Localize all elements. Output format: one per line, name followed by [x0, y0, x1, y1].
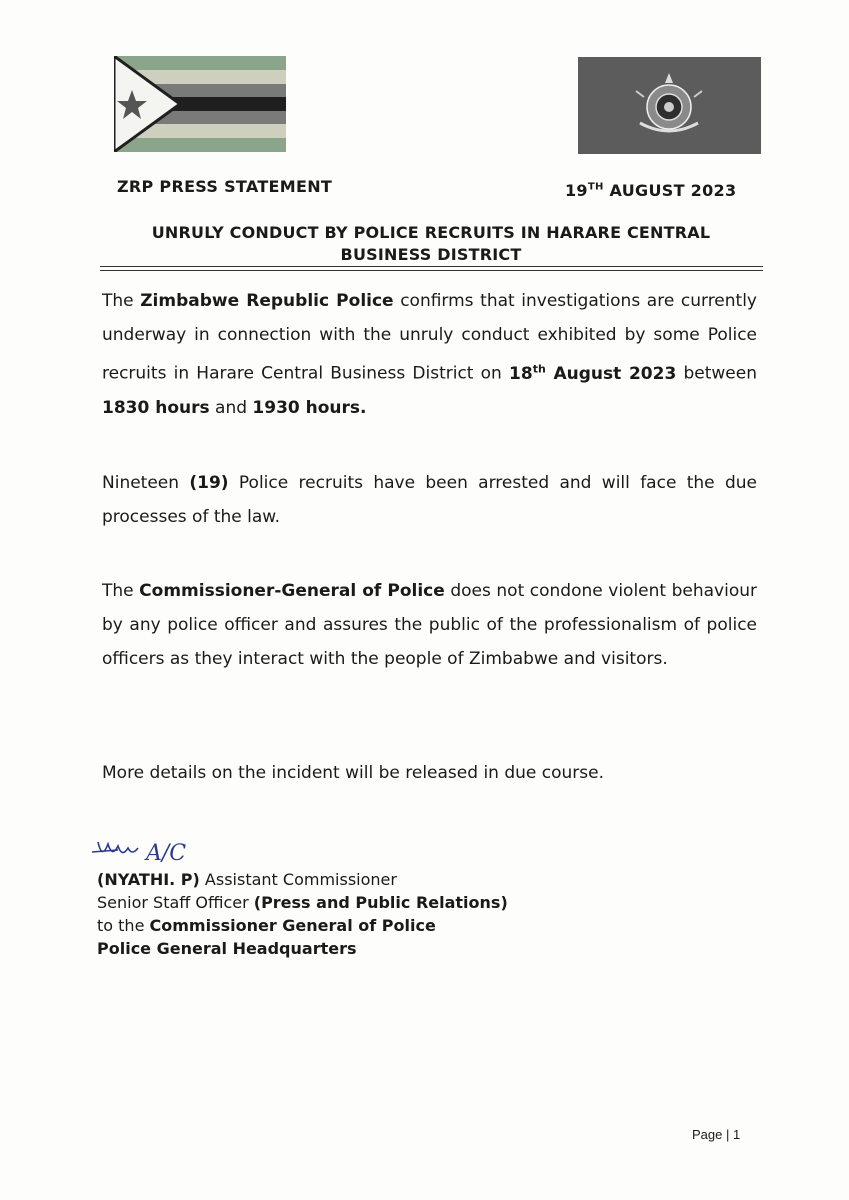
- zimbabwe-flag: [114, 56, 286, 152]
- paragraph-investigation: The Zimbabwe Republic Police confirms that investigations are currently underway in connection with the unruly conduct exhibited by some Police recruits in Harare Central Business District on 18th August 2023 between 1830 hours and 1930 hours.: [102, 291, 757, 418]
- press-statement-label: ZRP PRESS STATEMENT: [117, 177, 333, 196]
- divider-line: [100, 270, 763, 271]
- signature-block: (NYATHI. P) Assistant Commissioner Senior Staff Officer (Press and Public Relations) to the Commissioner General of Police Police General Headquarters: [97, 870, 508, 958]
- paragraph-commissioner: The Commissioner-General of Police does not condone violent behaviour by any police officer and assures the public of the professionalism of police officers as they interact with the people of Zimbabwe and visitors.: [102, 581, 758, 669]
- zrp-police-flag: [578, 57, 761, 154]
- paragraph-details: More details on the incident will be released in due course.: [102, 763, 605, 783]
- divider-line: [100, 266, 763, 267]
- page-number: Page | 1: [692, 1127, 741, 1142]
- svg-text:A/C: A/C: [146, 841, 187, 866]
- paragraph-arrests: Nineteen (19) Police recruits have been arrested and will face the due processes of the law.: [102, 473, 758, 527]
- handwritten-signature: [88, 830, 198, 872]
- page-title: UNRULY CONDUCT BY POLICE RECRUITS IN HARARE CENTRAL BUSINESS DISTRICT: [151, 223, 711, 264]
- statement-date: 19TH AUGUST 2023: [565, 181, 737, 200]
